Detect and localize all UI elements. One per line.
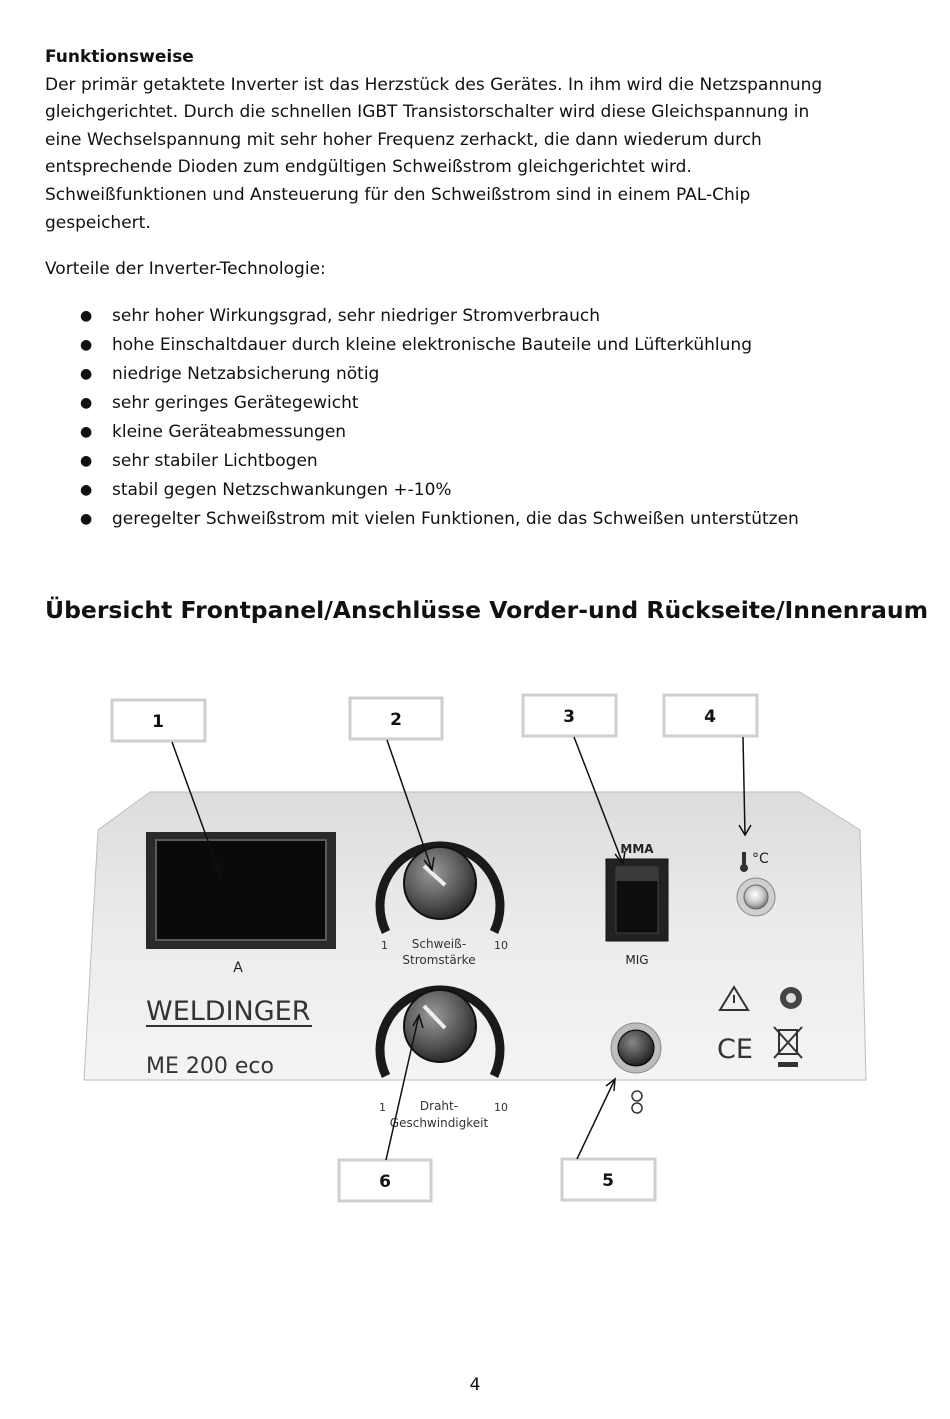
paragraph-line: gleichgerichtet. Durch die schnellen IGBT Transistorschalter wird diese Gleichspannung in (45, 102, 810, 123)
list-item: ● hohe Einschaltdauer durch kleine elektronische Bauteile und Lüfterkühlung (45, 331, 799, 360)
bullet-icon: ● (80, 511, 93, 527)
overview-title: Übersicht Frontpanel/Anschlüsse Vorder-und Rückseite/Innenraum (45, 596, 929, 624)
switch-top-label: MMA (620, 842, 654, 856)
display-unit-label: A (233, 960, 243, 976)
list-item: ● niedrige Netzabsicherung nötig (45, 360, 799, 389)
list-item: ● sehr hoher Wirkungsgrad, sehr niedriger Stromverbrauch (45, 302, 799, 331)
knob-top-label-1: Schweiß- (411, 937, 467, 951)
knob-bottom-max: 10 (494, 1101, 508, 1114)
temp-unit-label: °C (752, 851, 769, 867)
callout-5: 5 (602, 1171, 614, 1191)
ce-mark: CE (717, 1034, 753, 1065)
mode-switch (606, 859, 668, 941)
paragraph-line: entsprechende Dioden zum endgültigen Schweißstrom gleichgerichtet wird. (45, 157, 692, 178)
list-item: ● geregelter Schweißstrom mit vielen Funktionen, die das Schweißen unterstützen (45, 505, 799, 534)
section-heading: Funktionsweise (45, 47, 194, 67)
callout-1: 1 (152, 712, 164, 732)
display-window (146, 832, 336, 949)
paragraph-line: Schweißfunktionen und Ansteuerung für den Schweißstrom sind in einem PAL-Chip (45, 184, 751, 205)
knob-top-min: 1 (381, 939, 388, 952)
wire-spool-icon (632, 1091, 642, 1113)
manual-icon (780, 987, 802, 1009)
bullet-icon: ● (80, 337, 93, 353)
knob-bottom-label-2: Geschwindigkeit (389, 1116, 489, 1130)
advantages-intro: Vorteile der Inverter-Technologie: (45, 259, 326, 279)
bullet-icon: ● (80, 366, 93, 382)
bullet-icon: ● (80, 482, 93, 498)
list-item: ● sehr stabiler Lichtbogen (45, 447, 799, 476)
knob-top-max: 10 (494, 939, 508, 952)
bullet-icon: ● (80, 308, 93, 324)
knob-bottom-min: 1 (379, 1101, 386, 1114)
brand-name: WELDINGER (146, 996, 311, 1027)
bullet-icon: ● (80, 453, 93, 469)
callout-2: 2 (390, 710, 402, 730)
model-name: ME 200 eco (146, 1054, 274, 1079)
switch-bottom-label: MIG (625, 953, 649, 967)
bullet-icon: ● (80, 424, 93, 440)
list-item: ● stabil gegen Netzschwankungen +-10% (45, 476, 799, 505)
function-section (45, 44, 915, 237)
paragraph-line: eine Wechselspannung mit sehr hoher Frequenz zerhackt, die dann wiederum durch (45, 129, 762, 150)
callout-4: 4 (704, 707, 716, 727)
overheat-indicator-lamp (737, 878, 775, 916)
list-item: ● sehr geringes Gerätegewicht (45, 389, 799, 418)
page-number: 4 (469, 1375, 481, 1395)
callout-6: 6 (379, 1172, 391, 1192)
knob-top-label-2: Stromstärke (402, 953, 476, 967)
knob-bottom-label-1: Draht- (419, 1099, 459, 1113)
callout-3: 3 (563, 707, 575, 727)
bullet-icon: ● (80, 395, 93, 411)
paragraph-line: Der primär getaktete Inverter ist das Herzstück des Gerätes. In ihm wird die Netzspannung (45, 74, 823, 95)
list-item: ● kleine Geräteabmessungen (45, 418, 799, 447)
wire-feed-button (611, 1023, 661, 1073)
paragraph-line: gespeichert. (45, 212, 151, 233)
front-panel-figure (0, 680, 950, 1240)
advantages-list (45, 302, 799, 534)
